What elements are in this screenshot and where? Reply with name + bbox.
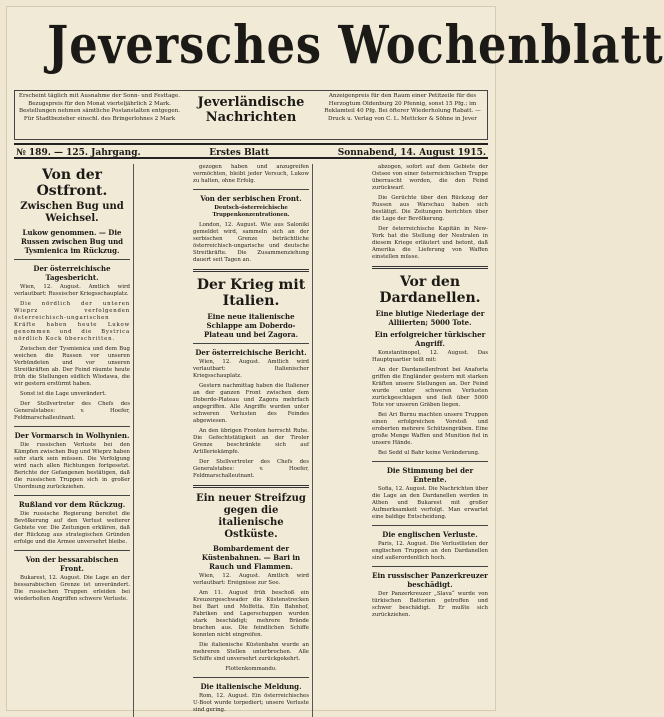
- headline-war-italy: Der Krieg mit Italien.: [196, 277, 306, 309]
- newspaper-subtitle: [184, 90, 318, 140]
- article-paragraph: Die Gerüchte über den Rückzug der Russen aus Warschau haben sich bestätigt. Die Zeitungen berichten über die Lage der Bevölkerung.: [372, 195, 488, 222]
- article-paragraph: Wien, 12. August. Amtlich wird verlautbart: Russischer Kriegsschauplatz.: [14, 284, 130, 297]
- dateline: [14, 143, 488, 159]
- subhead: [14, 90, 488, 140]
- divider: [372, 525, 488, 526]
- sheet-label: Erstes Blatt: [209, 148, 270, 158]
- divider: [372, 461, 488, 462]
- article-subhead: Deutsch-österreichische Truppenkonzentrationen.: [212, 205, 290, 218]
- article-paragraph: Die russischen Verluste bei den Kämpfen zwischen Bug und Wieprz haben sehr stark sein müssen. Die Verfolgung wird nach allen Richtungen fortgesetzt. Berichte der Gefangenen bestätigen, daß die russischen Truppen sich in großer Unordnung zurückziehen.: [14, 442, 130, 490]
- headline-volhynia: Der Vormarsch in Wolhynien.: [14, 431, 130, 440]
- divider: [193, 269, 309, 272]
- subtitle-line-2: Nachrichten: [205, 110, 297, 125]
- headline-dardanelles: Vor den Dardanellen.: [379, 274, 481, 306]
- subtitle-line-1: Jeverländische: [197, 95, 305, 110]
- headline-russian-cruiser: Ein russischer Panzerkreuzer beschädigt.: [372, 571, 488, 589]
- issue-number-value: № 189.: [16, 148, 51, 158]
- column-2: [193, 164, 309, 717]
- divider: [14, 426, 130, 427]
- divider: [372, 266, 488, 269]
- subscription-info-box: Erscheint täglich mit Ausnahme der Sonn- und Festtage. Bezugspreis für den Monat vierteljährlich 2 Mark. Bestellungen nehmen sämtliche Postanstalten entgegen. Für Stadtbezieher einschl. des Bringerlohnes 2 Mark: [14, 90, 184, 140]
- headline-italian-report: Die italienische Meldung.: [200, 682, 302, 691]
- article-paragraph: Gestern nachmittag haben die Italiener an der ganzen Front zwischen dem Doberdo-Plateau und Zagora mehrfach angegriffen. Alle Angriffe wurden unter schweren Verlusten des Feindes abgewiesen.: [193, 383, 309, 424]
- headline-austrian-report: Der österreichische Tagesbericht.: [33, 264, 111, 282]
- article-paragraph: Bei Sedd ul Bahr keine Veränderung.: [378, 450, 480, 456]
- article-paragraph: Konstantinopel, 12. August. Das Hauptquartier teilt mit:: [372, 350, 488, 363]
- article-paragraph: gezogen haben und anzugreifen vermöchten, bleibt jeder Versuch, Lukow zu halten, ohne Erfolg.: [193, 164, 309, 184]
- article-paragraph: An den übrigen Fronten herrscht Ruhe. Die Gefechtstätigkeit an der Tiroler Grenze beschränkte sich auf Artilleriekämpfe.: [193, 428, 309, 455]
- headline-eastern-front: Von der Ostfront.: [36, 167, 108, 199]
- article-paragraph: Sofia, 12. August. Die Nachrichten über die Lage an den Dardanellen werden in Athen und Bukarest mit großer Aufmerksamkeit verfolgt. Man erwartet eine baldige Entscheidung.: [372, 486, 488, 520]
- column-rule: [133, 164, 134, 717]
- divider: [372, 566, 488, 567]
- article-paragraph: London, 12. August. Wie aus Saloniki gemeldet wird, sammeln sich an der serbischen Grenze beträchtliche österreichisch-ungarische und deutsche Streitkräfte. Die Zusammenziehung dauert seit Tagen an.: [193, 222, 309, 263]
- article-paragraph: Paris, 12. August. Die Verlustlisten der englischen Truppen an den Dardanellen sind außerordentlich hoch.: [372, 541, 488, 561]
- headline-turkish-attack: Ein erfolgreicher türkischer Angriff.: [374, 330, 486, 348]
- article-paragraph: An der Dardanellenfront bei Anaforta griffen die Engländer gestern mit starken Kräften unsere Stellungen an. Der Feind wurde unter schweren Verlusten zurückgeschlagen und ließ über 5000 Tote vor unseren Gräben liegen.: [372, 367, 488, 408]
- headline-bessarabian-front: Von der bessarabischen Front.: [25, 555, 119, 573]
- divider: [193, 343, 309, 344]
- divider: [193, 485, 309, 488]
- issue-number: [16, 145, 141, 157]
- divider: [193, 189, 309, 190]
- issue-year: — 125. Jahrgang.: [53, 148, 141, 158]
- divider: [14, 259, 130, 260]
- article-signature: Der Stellvertreter des Chefs des Generalstabes: v. Hoefer, Feldmarschalleutnant.: [14, 401, 130, 421]
- article-paragraph: Bei Ari Burnu machten unsere Truppen einen erfolgreichen Vorstoß und eroberten mehrere Schützengräben. Eine große Menge Waffen und Munition fiel in unsere Hände.: [372, 412, 488, 446]
- headline-russia-retreat: Rußland vor dem Rückzug.: [18, 500, 126, 509]
- article-paragraph: Am 11. August früh beschoß ein Kreuzergeschwader die Küstenstrecken bei Bari und Molfetta. Ein Bahnhof, Fabriken und Lagerschuppen wurden stark beschädigt; mehrere Brände brachen aus. Die feindlichen Schiffe konnten nicht eingreifen.: [193, 590, 309, 638]
- column-3: [372, 164, 488, 717]
- article-signature: Der Stellvertreter des Chefs des Generalstabes: v. Hoefer, Feldmarschalleutnant.: [193, 459, 309, 479]
- article-signature: Flottenkommando.: [225, 666, 277, 672]
- column-rule: [312, 164, 313, 717]
- article-paragraph: Die italienische Küstenbahn wurde an mehreren Stellen unterbrochen. Alle Schiffe sind unversehrt zurückgekehrt.: [193, 642, 309, 662]
- issue-date: Sonnabend, 14. August 1915.: [337, 148, 486, 158]
- article-paragraph: Wien, 12. August. Amtlich wird verlautbart: Italienischer Kriegsschauplatz.: [193, 359, 309, 379]
- article-paragraph: Der Panzerkreuzer „Slava“ wurde von türkischen Batterien getroffen und schwer beschädigt. Er mußte sich zurückziehen.: [372, 591, 488, 618]
- divider: [14, 550, 130, 551]
- headline-austrian-report-italy: Der österreichische Bericht.: [195, 348, 307, 357]
- headline-bug-weichsel: Zwischen Bug und Weichsel.: [20, 201, 124, 224]
- article-paragraph: Wien, 12. August. Amtlich wird verlautbart: Ereignisse zur See.: [193, 573, 309, 586]
- headline-allied-defeat: Eine blutige Niederlage der Alliierten; 5000 Tote.: [375, 309, 485, 327]
- advertising-info-box: Anzeigenpreis für den Raum einer Petitzeile für des Herzogtum Oldenburg 20 Pfennig, sonst 15 Pfg.; im Reklamteil 40 Pfg. Bei öfterer Wiederholung Rabatt. — Druck u. Verlag von C. L. Mettcker & Söhne in Jever: [318, 90, 488, 140]
- column-1: [14, 164, 130, 717]
- masthead: [14, 14, 664, 84]
- headline-entente-mood: Die Stimmung bei der Entente.: [386, 466, 474, 484]
- divider: [14, 495, 130, 496]
- headline-serbian-front: Von der serbischen Front.: [200, 194, 302, 203]
- article-paragraph: Die russische Regierung bereitet die Bevölkerung auf den Verlust weiterer Gebiete vor. Die Zeitungen erklären, daß der Rückzug aus strategischen Gründen erfolge und die Armee unversehrt bleibe.: [14, 511, 130, 545]
- newspaper-page: [6, 6, 664, 713]
- article-paragraph: Bukarest, 12. August. Die Lage an der bessarabischen Grenze ist unverändert. Die russischen Truppen erleiden bei wiederholten Angriffen schwere Verluste.: [14, 575, 130, 602]
- headline-english-losses: Die englischen Verluste.: [382, 530, 478, 539]
- headline-italian-defeat: Eine neue italienische Schlappe am Doberdo-Plateau und bei Zagora.: [203, 312, 299, 339]
- article-paragraph: abzogen, sofort auf dem Gebiete der Ostsee von einer österreichischen Truppe überrascht worden, die den Feind zurückwarf.: [372, 164, 488, 191]
- article-paragraph: Zwischen der Tysmienica und dem Bug weichen die Russen vor unseren Verbündeten und vor unseren Streitkräften ab. Der Feind räumte heute früh die Stellungen südlich Wlodawa, die wir gestern erstürmt haben.: [14, 346, 130, 387]
- article-paragraph: Der österreichische Kapitän in New-York hat die Stellung der Neutralen in diesem Kriege erläutert und betont, daß Amerika die Lieferung von Waffen einstellen müsse.: [372, 226, 488, 260]
- headline-raid-italian-coast: Ein neuer Streifzug gegen die italienische Ostküste.: [196, 493, 306, 540]
- article-paragraph: Rom, 12. August. Ein österreichisches U-Boot wurde torpediert; unsere Verluste sind gering.: [193, 693, 309, 713]
- headline-lukow: Lukow genommen. — Die Russen zwischen Bug und Tysmienica im Rückzug.: [20, 228, 124, 255]
- article-columns: [14, 164, 488, 713]
- headline-bari-flames: Bombardement der Küstenbahnen. — Bari in Rauch und Flammen.: [201, 544, 301, 571]
- divider: [193, 677, 309, 678]
- article-paragraph: Sonst ist die Lage unverändert.: [20, 391, 107, 397]
- article-paragraph: Die nördlich der unteren Wieprz verfolgenden österreichisch-ungarischen Kräfte haben heute Lukow genommen und die Bystrica nördlich Kock überschritten.: [14, 301, 130, 342]
- newspaper-title: Jeversches Wochenblatt: [47, 15, 664, 76]
